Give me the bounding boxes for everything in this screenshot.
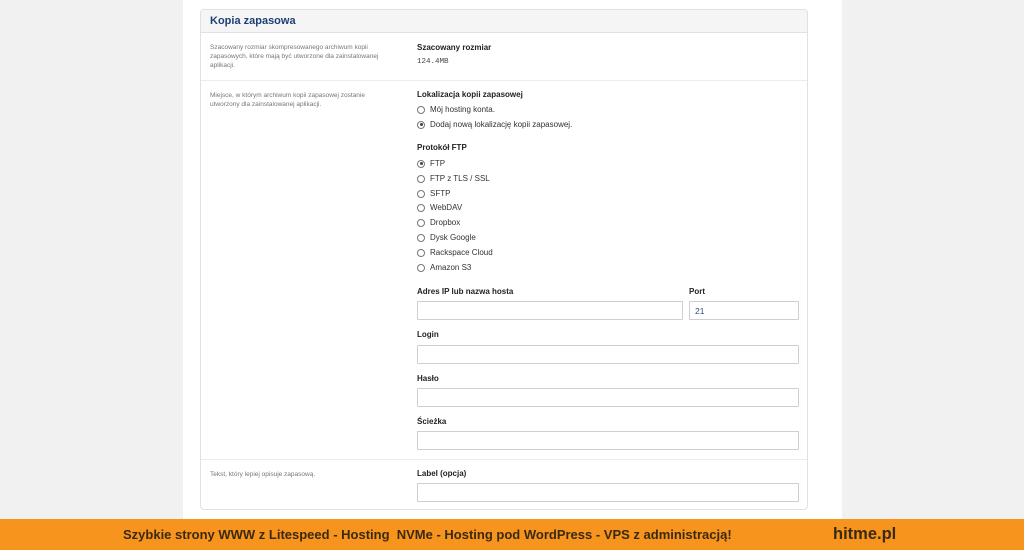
promo-banner[interactable] xyxy=(0,519,1024,550)
size-description: Szacowany rozmiar skompresowanego archiwum kopii zapasowych, które mają być utworzone dla zainstalowanej aplikacji. xyxy=(210,44,379,69)
radio-label: Dropbox xyxy=(430,218,461,227)
login-input[interactable] xyxy=(417,345,799,364)
radio-button[interactable] xyxy=(417,219,425,227)
radio-button[interactable] xyxy=(417,249,425,257)
protocol-option-dropbox[interactable] xyxy=(417,217,460,228)
panel-title: Kopia zapasowa xyxy=(210,15,296,27)
protocol-option-amazon-s3[interactable] xyxy=(417,262,471,273)
location-row xyxy=(201,81,808,460)
promo-banner-brand[interactable]: hitme.pl xyxy=(833,525,897,543)
host-input[interactable] xyxy=(417,301,683,320)
size-value: 124.4MB xyxy=(417,58,449,66)
protocol-option-rackspace[interactable] xyxy=(417,247,493,258)
path-input[interactable] xyxy=(417,431,799,450)
radio-label: Dysk Google xyxy=(430,233,476,242)
protocol-option-sftp[interactable] xyxy=(417,188,450,199)
location-option-new-location[interactable] xyxy=(417,119,572,130)
radio-label: Amazon S3 xyxy=(430,263,472,272)
label-input[interactable] xyxy=(417,483,799,502)
protocol-label: Protokół FTP xyxy=(417,143,467,152)
radio-button[interactable] xyxy=(417,234,425,242)
location-option-my-hosting[interactable] xyxy=(417,104,495,115)
protocol-option-webdav[interactable] xyxy=(417,202,462,213)
radio-button[interactable] xyxy=(417,264,425,272)
host-label: Adres IP lub nazwa hosta xyxy=(417,287,514,296)
radio-button[interactable] xyxy=(417,175,425,183)
radio-label: WebDAV xyxy=(430,203,463,212)
location-description: Miejsce, w którym archiwum kopii zapasowej zostanie utworzony dla zainstalowanej aplikacji. xyxy=(210,92,365,108)
label-description: Tekst, który lepiej opisuje zapasową. xyxy=(210,471,316,478)
port-label: Port xyxy=(689,287,705,296)
protocol-option-ftp[interactable] xyxy=(417,158,445,169)
page-background xyxy=(183,0,842,519)
password-input[interactable] xyxy=(417,388,799,407)
label-field-label: Label (opcja) xyxy=(417,469,467,478)
radio-label: FTP xyxy=(430,159,446,168)
port-input[interactable] xyxy=(689,301,799,320)
radio-label: Rackspace Cloud xyxy=(430,248,493,257)
radio-button[interactable] xyxy=(417,121,425,129)
radio-label: SFTP xyxy=(430,189,451,198)
radio-button[interactable] xyxy=(417,204,425,212)
size-label: Szacowany rozmiar xyxy=(417,43,492,52)
radio-label: Dodaj nową lokalizację kopii zapasowej. xyxy=(430,120,573,129)
promo-banner-text: Szybkie strony WWW z Litespeed - Hosting NVMe - Hosting pod WordPress - VPS z administracją! xyxy=(123,527,732,542)
location-label: Lokalizacja kopii zapasowej xyxy=(417,90,523,99)
password-label: Hasło xyxy=(417,374,439,383)
login-label: Login xyxy=(417,330,439,339)
radio-label: Mój hosting konta. xyxy=(430,105,495,114)
label-row xyxy=(201,460,808,510)
radio-label: FTP z TLS / SSL xyxy=(430,174,490,183)
protocol-option-ftps[interactable] xyxy=(417,173,490,184)
backup-settings-panel xyxy=(200,9,808,510)
path-label: Ścieżka xyxy=(417,417,447,426)
radio-button[interactable] xyxy=(417,160,425,168)
radio-button[interactable] xyxy=(417,106,425,114)
size-row xyxy=(201,33,808,81)
protocol-option-google-drive[interactable] xyxy=(417,232,476,243)
radio-button[interactable] xyxy=(417,190,425,198)
